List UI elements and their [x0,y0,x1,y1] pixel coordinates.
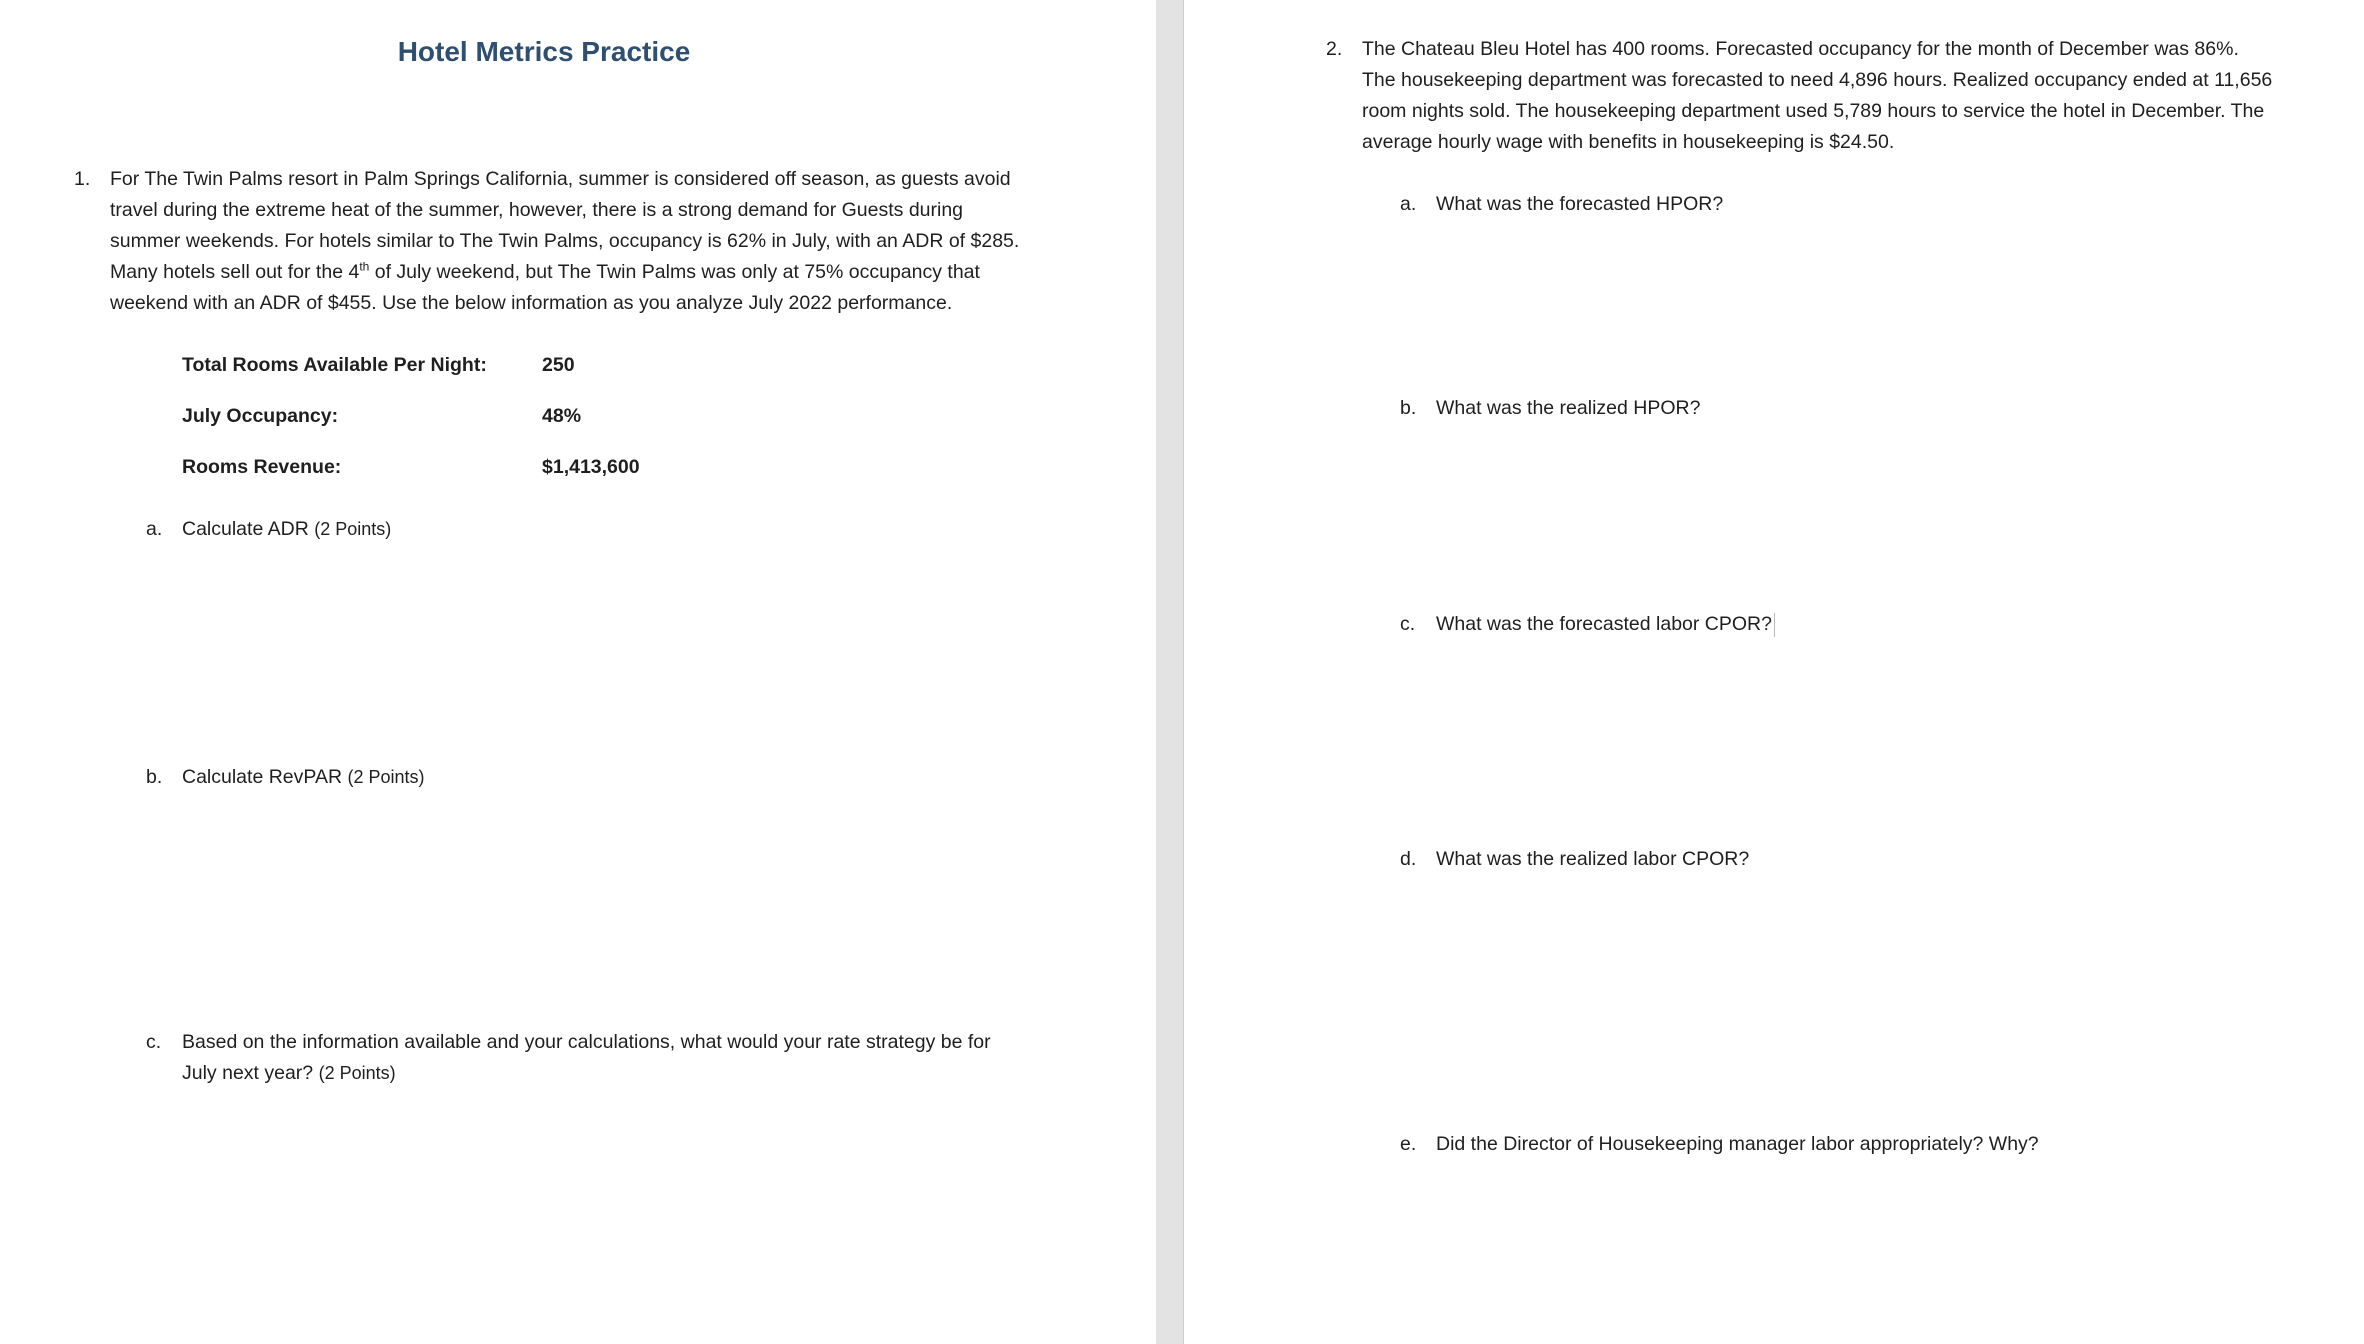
document-page-left[interactable] [0,0,1156,1344]
q2c-prompt: What was the forecasted labor CPOR? [1436,613,1772,635]
q2c-letter: c. [1400,613,1416,635]
q2d-letter: d. [1400,848,1417,870]
q1c-letter: c. [146,1031,162,1053]
q2c-text [1436,609,1775,640]
q1b-prompt: Calculate RevPAR [182,766,343,788]
q2b-text: What was the realized HPOR? [1436,397,1701,419]
q2a-letter: a. [1400,193,1417,215]
document-title: Hotel Metrics Practice [397,36,691,67]
q1b-points: (2 Points) [347,767,425,787]
q2-line-3: room nights sold. The housekeeping department used 5,789 hours to service the hotel in December. The [1362,100,2265,122]
q1-line-4-sup: th [359,259,370,274]
q1a-letter: a. [146,518,163,540]
text-cursor [1774,613,1775,637]
q2b-letter: b. [1400,397,1417,419]
q2e-text: Did the Director of Housekeeping manager labor appropriately? Why? [1436,1133,2039,1155]
q1-line-1: For The Twin Palms resort in Palm Springs California, summer is considered off season, as guests avoid [110,168,1011,190]
q1c-points: (2 Points) [318,1063,396,1083]
info-value-rooms-available: 250 [542,354,575,376]
q2-line-2: The housekeeping department was forecasted to need 4,896 hours. Realized occupancy ended at 11,656 [1362,69,2273,91]
q1-line-4-pre: Many hotels sell out for the 4 [110,261,360,283]
q1-line-4 [110,257,980,288]
document-page-right[interactable] [1184,0,2364,1344]
q1a-points: (2 Points) [314,519,392,539]
q1b-text [182,762,425,793]
q1c-text-line2 [182,1058,396,1089]
question-1-number: 1. [74,168,91,190]
info-value-july-occupancy: 48% [542,405,582,427]
q1-line-5: weekend with an ADR of $455. Use the below information as you analyze July 2022 performance. [110,292,953,314]
q2-line-4: average hourly wage with benefits in housekeeping is $24.50. [1362,131,1895,153]
q1-line-2: travel during the extreme heat of the summer, however, there is a strong demand for Guests during [110,199,964,221]
q1b-letter: b. [146,766,163,788]
q1a-text [182,514,391,545]
q1a-prompt: Calculate ADR [182,518,309,540]
info-label-rooms-available: Total Rooms Available Per Night: [182,354,487,376]
page-gutter [1156,0,1184,1344]
info-label-rooms-revenue: Rooms Revenue: [182,456,342,478]
question-2-number: 2. [1326,38,1343,60]
q1-line-3: summer weekends. For hotels similar to The Twin Palms, occupancy is 62% in July, with an ADR of $285. [110,230,1020,252]
q2d-text: What was the realized labor CPOR? [1436,848,1750,870]
q1c-prompt-end: July next year? [182,1062,314,1084]
q1-line-4-post: of July weekend, but The Twin Palms was only at 75% occupancy that [369,261,980,283]
q2-line-1: The Chateau Bleu Hotel has 400 rooms. Forecasted occupancy for the month of December was 86%. [1362,38,2239,60]
q2e-letter: e. [1400,1133,1417,1155]
info-label-july-occupancy: July Occupancy: [182,405,339,427]
q2a-text: What was the forecasted HPOR? [1436,193,1724,215]
q1c-text-line1: Based on the information available and your calculations, what would your rate strategy be for [182,1031,991,1053]
info-value-rooms-revenue: $1,413,600 [542,456,640,478]
